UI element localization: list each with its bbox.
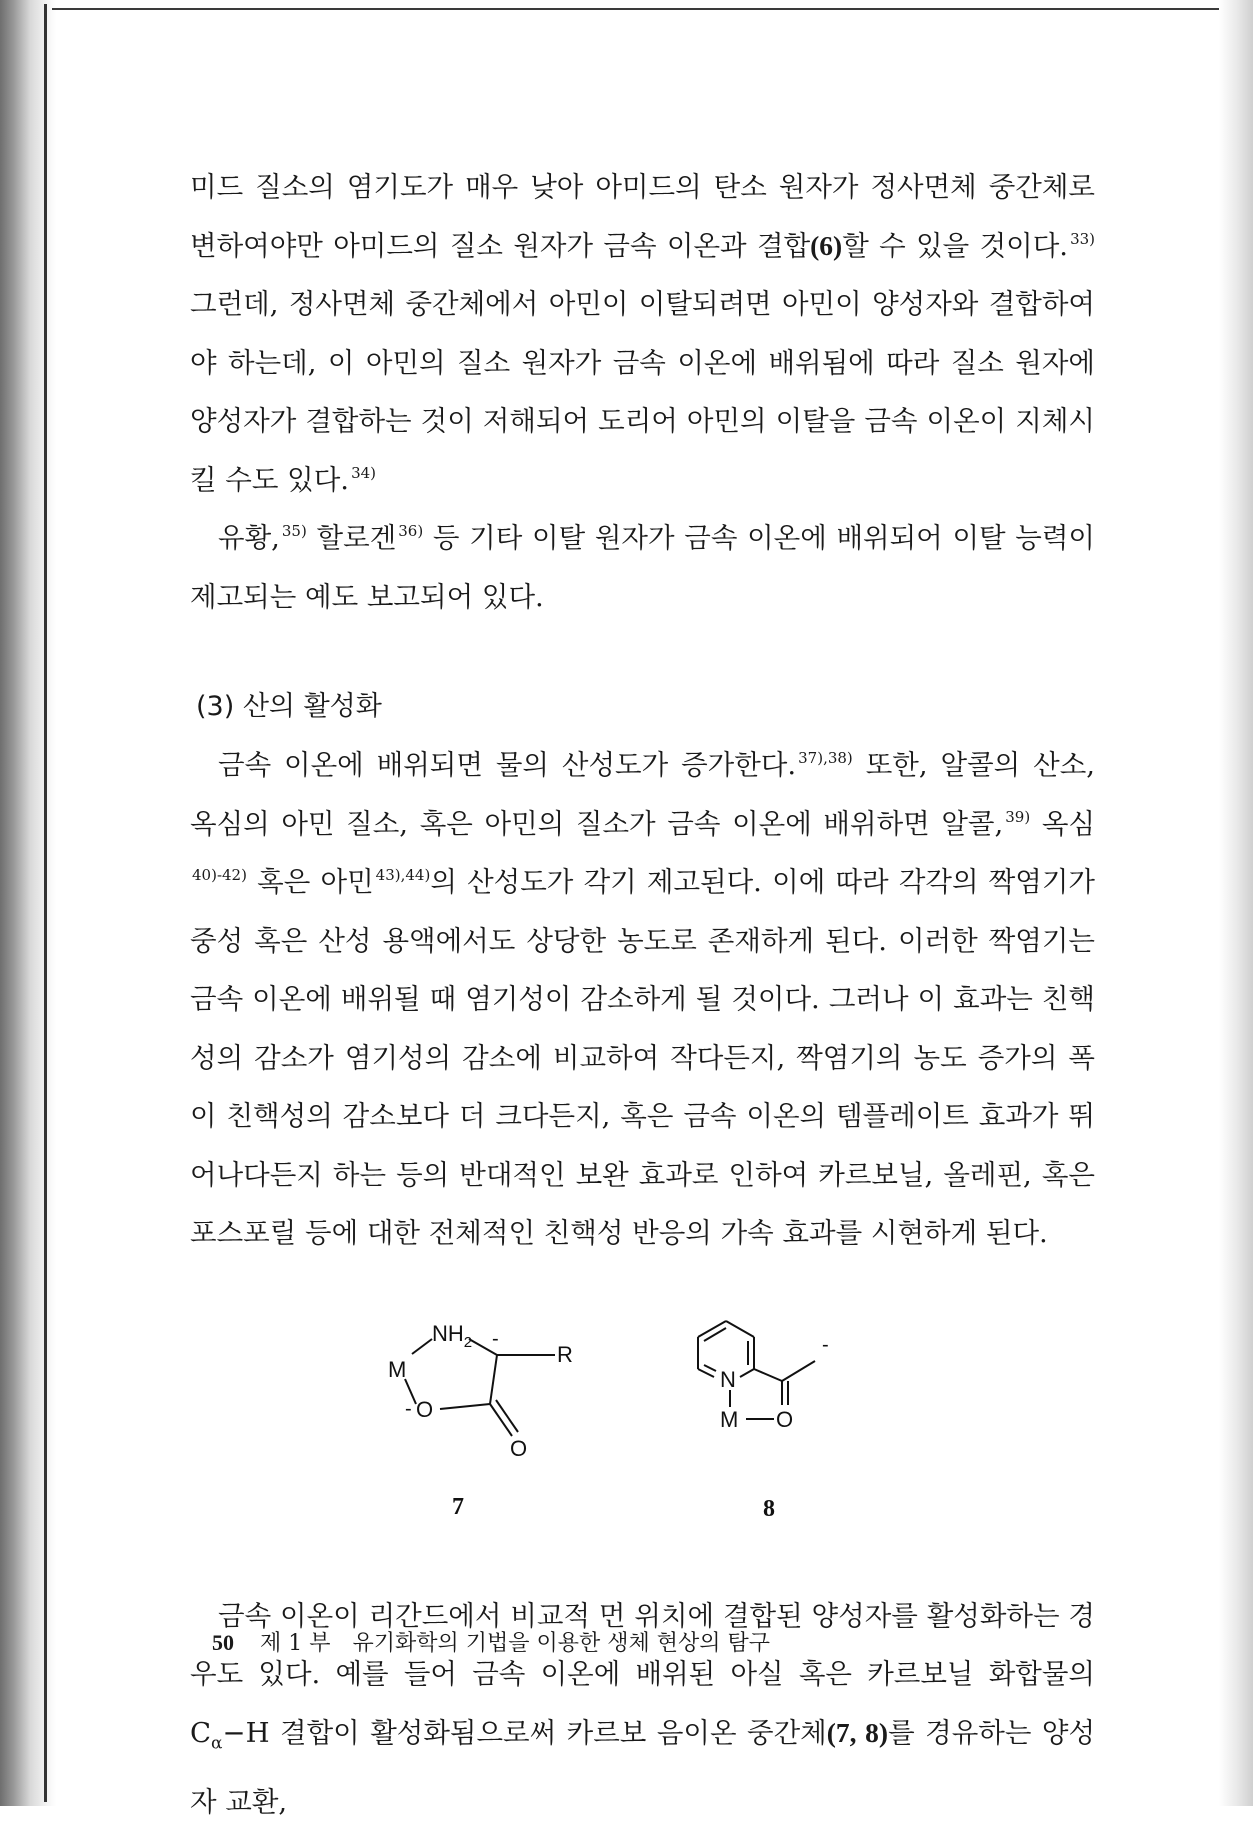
atom-r-group: R (557, 1342, 573, 1367)
atom-metal: M (720, 1407, 738, 1432)
page-number: 50 (212, 1630, 234, 1655)
text-span: 금속 이온이 리간드에서 비교적 먼 위치에 결합된 양성자를 활성화하는 경우도 있다. 예를 들어 금속 이온에 배위된 아실 혹은 카르보닐 화합물의 C (190, 1600, 1095, 1749)
text-span: 를 경유하는 양성자 교환, (190, 1717, 1095, 1818)
part-label: 제 1 부 (260, 1631, 331, 1656)
atom-carbonyl-oxygen: O (510, 1436, 527, 1461)
text-span: 그런데, 정사면체 중간체에서 아민이 이탈되려면 아민이 양성자와 결합하여야 하는데, 이 아민의 질소 원자가 금속 이온에 배위됨에 따라 질소 원자에 양성자가 결합하는 것이 저해되어 도리어 아민의 이탈을 금속 이온이 지체시킬 수도 있다. (190, 288, 1095, 496)
text-span: 의 산성도가 각기 제고된다. 이에 따라 각각의 짝염기가 중성 혹은 산성 용액에서도 상당한 농도로 존재하게 된다. 이러한 짝염기는 금속 이온에 배위될 때 염기성이 감소하게 될 것이다. 그러나 이 효과는 친핵성의 감소가 염기성의 감소에 비교하여 작다든지, 짝염기의 농도 증가의 폭이 친핵성의 감소보다 더 크다든지, 혹은 금속 이온의 템플레이트 효과가 뛰어나다든지 하는 등의 반대적인 보완 효과로 인하여 카르보닐, 올레핀, 혹은 포스포릴 등에 대한 전체적인 친핵성 반응의 가속 효과를 시현하게 된다. (190, 866, 1095, 1249)
atom-metal: M (388, 1357, 406, 1382)
atom-oxygen: O (776, 1407, 793, 1432)
citation: 39) (1005, 808, 1030, 826)
text-span: 혹은 아민 (247, 866, 374, 898)
compound-7-atoms (388, 1321, 573, 1461)
citation: 40)-42) (192, 866, 247, 884)
charge-minus-carbon: - (492, 1328, 499, 1350)
charge-minus-oxygen: - (405, 1398, 412, 1420)
chemical-structures-figure (190, 1291, 1095, 1561)
page-right-shadow (1219, 0, 1253, 1806)
structures-svg (190, 1291, 1095, 1561)
compound-ref: (7, 8) (827, 1717, 888, 1748)
text-span: 등 기타 이탈 원자가 금속 이온에 배위되어 이탈 능력이 제고되는 예도 보고되어 있다. (190, 522, 1095, 613)
page-body (190, 158, 1095, 1831)
atom-nh2: $NH_2$ (432, 1321, 472, 1351)
text-span: 할로겐 (307, 522, 396, 554)
page-edge-line (44, 4, 47, 1802)
paragraph-acid-activation (190, 736, 1095, 1263)
citation: 43),44) (376, 866, 431, 884)
text-span: 유황, (218, 522, 280, 554)
text-span: 금속 이온에 배위되면 물의 산성도가 증가한다. (218, 749, 796, 781)
citation: 35) (282, 522, 307, 540)
compound-ref: (6) (810, 230, 842, 261)
text-span: 옥심 (1030, 808, 1095, 840)
atom-ring-oxygen: O (416, 1397, 433, 1422)
atom-nitrogen: N (720, 1367, 736, 1392)
citation: 33) (1070, 230, 1095, 248)
citation: 36) (398, 522, 423, 540)
compound-8-atoms (720, 1334, 829, 1432)
citation: 37),38) (798, 749, 853, 767)
page-footer (212, 1628, 770, 1659)
paragraph-sulfur-halogen (190, 509, 1095, 626)
text-span: 또한, 알콜의 산소, 옥심의 아민 질소, 혹은 아민의 질소가 금속 이온에 배위하면 알콜, (190, 749, 1095, 840)
compound-8-label: 8 (763, 1496, 775, 1522)
compound-8-bonds (698, 1321, 815, 1419)
compound-7-label: 7 (452, 1494, 464, 1520)
text-span: 할 수 있을 것이다. (842, 230, 1068, 262)
paragraph-amide-leaving (190, 158, 1095, 509)
citation: 34) (351, 464, 376, 482)
alpha-subscript: α (211, 1733, 222, 1753)
text-span: −H 결합이 활성화됨으로써 카르보 음이온 중간체 (223, 1717, 827, 1749)
section-heading: (3) 산의 활성화 (190, 678, 1095, 736)
charge-minus: - (822, 1334, 829, 1356)
running-title: 유기화학의 기법을 이용한 생체 현상의 탐구 (353, 1631, 771, 1656)
page-top-edge (52, 8, 1242, 10)
book-spine-shadow (0, 0, 56, 1806)
paragraph-remote-proton (190, 1587, 1095, 1831)
text-span: 미드 질소의 염기도가 매우 낮아 아미드의 탄소 원자가 정사면체 중간체로 변하여야만 아미드의 질소 원자가 금속 이온과 결합 (190, 171, 1095, 262)
